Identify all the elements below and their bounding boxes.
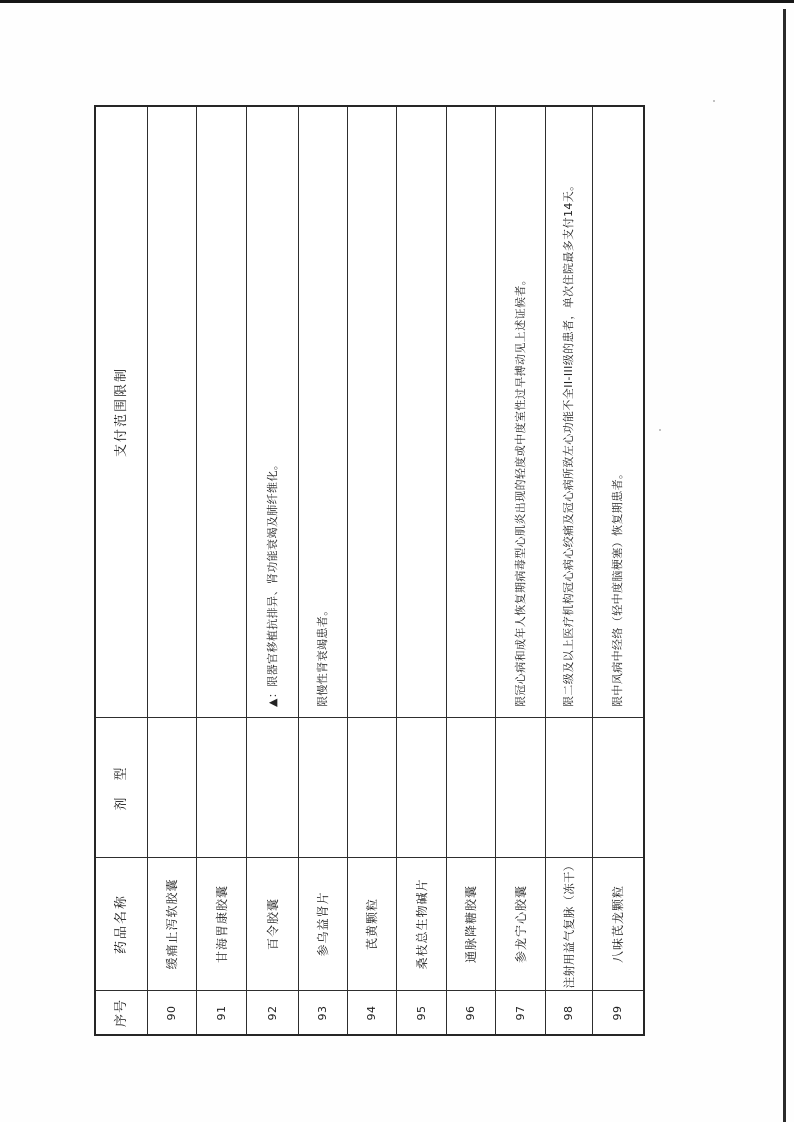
cell-serial: [197, 991, 246, 1034]
restriction-text: ▲：限器官移植抗排异、肾功能衰竭及肺纤维化。: [265, 458, 279, 707]
header-restriction-label: 支付范围限制: [113, 366, 129, 458]
serial-text: 99: [611, 1005, 624, 1020]
cell-restriction: [348, 107, 396, 718]
cell-form: [496, 718, 545, 858]
scan-top-edge-artifact: [0, 0, 794, 3]
cell-form: [447, 718, 495, 858]
drug-name-text: 八味芪龙颗粒: [611, 884, 625, 964]
drug-name-text: 参乌益肾片: [316, 891, 330, 957]
cell-restriction: [148, 107, 196, 718]
cell-serial: [247, 991, 298, 1034]
cell-form: [593, 718, 643, 858]
scan-right-edge-artifact: [783, 9, 786, 1122]
table-row-90: [148, 107, 197, 1034]
cell-restriction: [247, 107, 298, 718]
serial-text: 92: [265, 1005, 279, 1020]
serial-text: 90: [165, 1005, 178, 1020]
header-name: [96, 858, 147, 991]
serial-text: 96: [464, 1005, 477, 1020]
cell-serial: [546, 991, 592, 1034]
cell-name: [148, 858, 196, 991]
table-row-94: [348, 107, 397, 1034]
header-restriction: [96, 107, 147, 718]
table-row-99: [593, 107, 643, 1034]
cell-serial: [348, 991, 396, 1034]
restriction-text: 限冠心病和成年人恢复期病毒型心肌炎出现的轻度或中度室性过早搏动见上述证候者。: [513, 273, 527, 707]
drug-name-text: 桑枝总生物碱片: [414, 878, 429, 970]
table-header-strip: [96, 107, 148, 1034]
serial-text: 98: [562, 1005, 575, 1020]
cell-name: [496, 858, 545, 991]
table-row-98: [546, 107, 593, 1034]
cell-name: [197, 858, 246, 991]
scan-speck: [713, 100, 715, 102]
cell-name: [447, 858, 495, 991]
cell-name: [546, 858, 592, 991]
cell-serial: [148, 991, 196, 1034]
cell-name: [348, 858, 396, 991]
cell-form: [348, 718, 396, 858]
serial-text: 97: [513, 1005, 527, 1020]
serial-text: 94: [365, 1005, 378, 1020]
cell-form: [148, 718, 196, 858]
cell-name: [397, 858, 446, 991]
drug-name-text: 甘海胃康胶囊: [214, 884, 229, 964]
cell-restriction: [299, 107, 347, 718]
cell-restriction: [496, 107, 545, 718]
table-row-97: [496, 107, 546, 1034]
header-form: [96, 718, 147, 858]
restriction-text: 限慢性肾衰竭患者。: [316, 604, 329, 707]
restriction-text: 限二级及以上医疗机构冠心病心绞痛及冠心病所致左心功能不全II-III级的患者，单次住院最多支付14天。: [562, 179, 575, 707]
header-serial: [96, 991, 147, 1034]
drug-name-text: 芪黄颗粒: [365, 897, 379, 951]
cell-restriction: [397, 107, 446, 718]
cell-restriction: [197, 107, 246, 718]
cell-name: [299, 858, 347, 991]
drug-list-table: [94, 105, 645, 1036]
cell-name: [593, 858, 643, 991]
drug-name-text: 通脉降糖胶囊: [464, 884, 478, 964]
cell-serial: [299, 991, 347, 1034]
cell-serial: [447, 991, 495, 1034]
cell-form: [299, 718, 347, 858]
cell-restriction: [593, 107, 643, 718]
cell-form: [397, 718, 446, 858]
table-row-96: [447, 107, 496, 1034]
cell-serial: [496, 991, 545, 1034]
cell-restriction: [546, 107, 592, 718]
serial-text: 91: [214, 1005, 228, 1020]
cell-form: [197, 718, 246, 858]
table-row-91: [197, 107, 247, 1034]
cell-restriction: [447, 107, 495, 718]
restriction-text: 限中风病中经络（轻中度脑梗塞）恢复期患者。: [611, 467, 624, 707]
header-name-label: 药品名称: [113, 893, 129, 955]
table-row-93: [299, 107, 348, 1034]
cell-serial: [593, 991, 643, 1034]
cell-form: [546, 718, 592, 858]
serial-text: 95: [414, 1005, 428, 1020]
scan-speck: [659, 429, 661, 431]
header-form-label: 剂 型: [113, 764, 129, 811]
header-serial-label: 序号: [113, 998, 129, 1027]
cell-form: [247, 718, 298, 858]
table-row-92: [247, 107, 299, 1034]
drug-name-text: 注射用益气复脉（冻干）: [562, 859, 576, 989]
drug-name-text: 参龙宁心胶囊: [513, 884, 528, 964]
drug-name-text: 百令胶囊: [265, 897, 280, 951]
cell-serial: [397, 991, 446, 1034]
cell-name: [247, 858, 298, 991]
table-row-95: [397, 107, 447, 1034]
serial-text: 93: [316, 1005, 329, 1020]
drug-name-text: 缓痛止泻软胶囊: [165, 878, 179, 970]
